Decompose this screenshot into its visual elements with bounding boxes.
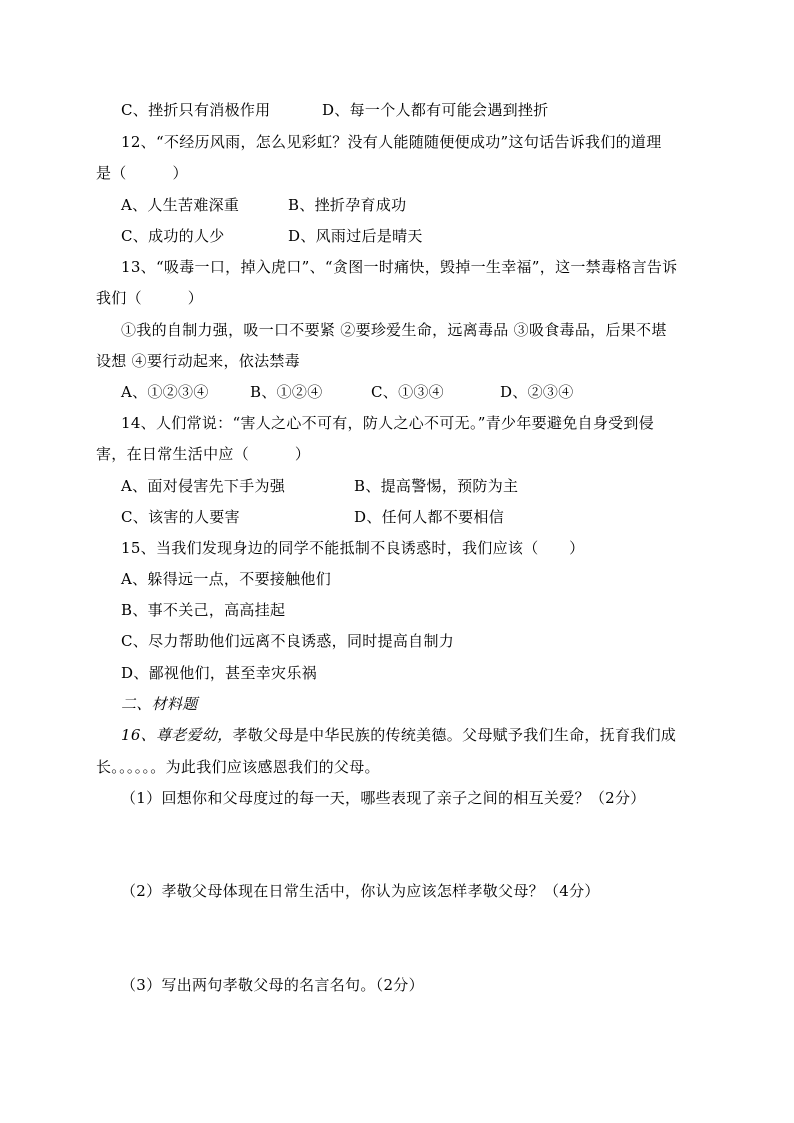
q13-items-line2: 设想 ④要行动起来，依法禁毒: [96, 352, 300, 370]
q15-stem: 15、当我们发现身边的同学不能抵制不良诱惑时，我们应该（ ）: [121, 539, 585, 557]
q14-option-c: C、该害的人要害: [121, 508, 240, 526]
q12-option-a: A、人生苦难深重: [121, 196, 240, 214]
q16-subquestion-2: （2）孝敬父母体现在日常生活中，你认为应该怎样孝敬父母？（4分）: [121, 882, 600, 900]
q16-number: 16、: [121, 726, 156, 744]
q14-option-a: A、面对侵害先下手为强: [121, 477, 286, 495]
q15-option-b: B、事不关己，高高挂起: [121, 601, 286, 619]
q16-subquestion-1: （1）回想你和父母度过的每一天，哪些表现了亲子之间的相互关爱？（2分）: [121, 789, 646, 807]
q13-stem-line1: 13、“吸毒一口，掉入虎口”、“贪图一时痛快，毁掉一生幸福”，这一禁毒格言告诉: [121, 258, 678, 276]
q12-option-c: C、成功的人少: [121, 227, 225, 245]
q13-option-a: A、①②③④: [121, 383, 209, 401]
q12-option-d: D、风雨过后是晴天: [288, 227, 423, 245]
q15-option-a: A、躲得远一点，不要接触他们: [121, 570, 332, 588]
q12-stem-line1: 12、“不经历风雨，怎么见彩虹？没有人能随随便便成功”这句话告诉我们的道理: [121, 133, 662, 151]
q12-stem-line2: 是（ ）: [96, 164, 188, 182]
q16-stem-line2: 长。。。。。。为此我们应该感恩我们的父母。: [96, 758, 380, 776]
q13-option-d: D、②③④: [500, 383, 574, 401]
q13-items-line1: ①我的自制力强，吸一口不要紧 ②要珍爱生命，远离毒品 ③吸食毒品，后果不堪: [121, 321, 667, 339]
q16-subquestion-3: （3）写出两句孝敬父母的名言名句。（2分）: [121, 976, 424, 994]
section2-heading: 二、材料题: [121, 695, 198, 713]
q13-stem-line2: 我们（ ）: [96, 289, 204, 307]
q11-option-c: C、挫折只有消极作用: [121, 101, 271, 119]
q11-option-d: D、每一个人都有可能会遇到挫折: [322, 101, 549, 119]
q16-theme: 尊老爱幼，: [156, 726, 233, 744]
q14-stem-line2: 害，在日常生活中应（ ）: [96, 445, 311, 463]
q13-option-b: B、①②④: [250, 383, 323, 401]
q14-stem-line1: 14、人们常说：“害人之心不可有，防人之心不可无。”青少年要避免自身受到侵: [121, 414, 655, 432]
q15-option-c: C、尽力帮助他们远离不良诱惑，同时提高自制力: [121, 632, 455, 650]
q16-stem-line1: [121, 725, 676, 745]
q12-option-b: B、挫折孕育成功: [288, 196, 407, 214]
q14-option-b: B、提高警惕，预防为主: [354, 477, 519, 495]
q14-option-d: D、任何人都不要相信: [354, 508, 505, 526]
q16-stem-rest: 孝敬父母是中华民族的传统美德。父母赋予我们生命，抚育我们成: [232, 726, 677, 744]
q15-option-d: D、鄙视他们，甚至幸灾乐祸: [121, 664, 317, 682]
q13-option-c: C、①③④: [371, 383, 444, 401]
